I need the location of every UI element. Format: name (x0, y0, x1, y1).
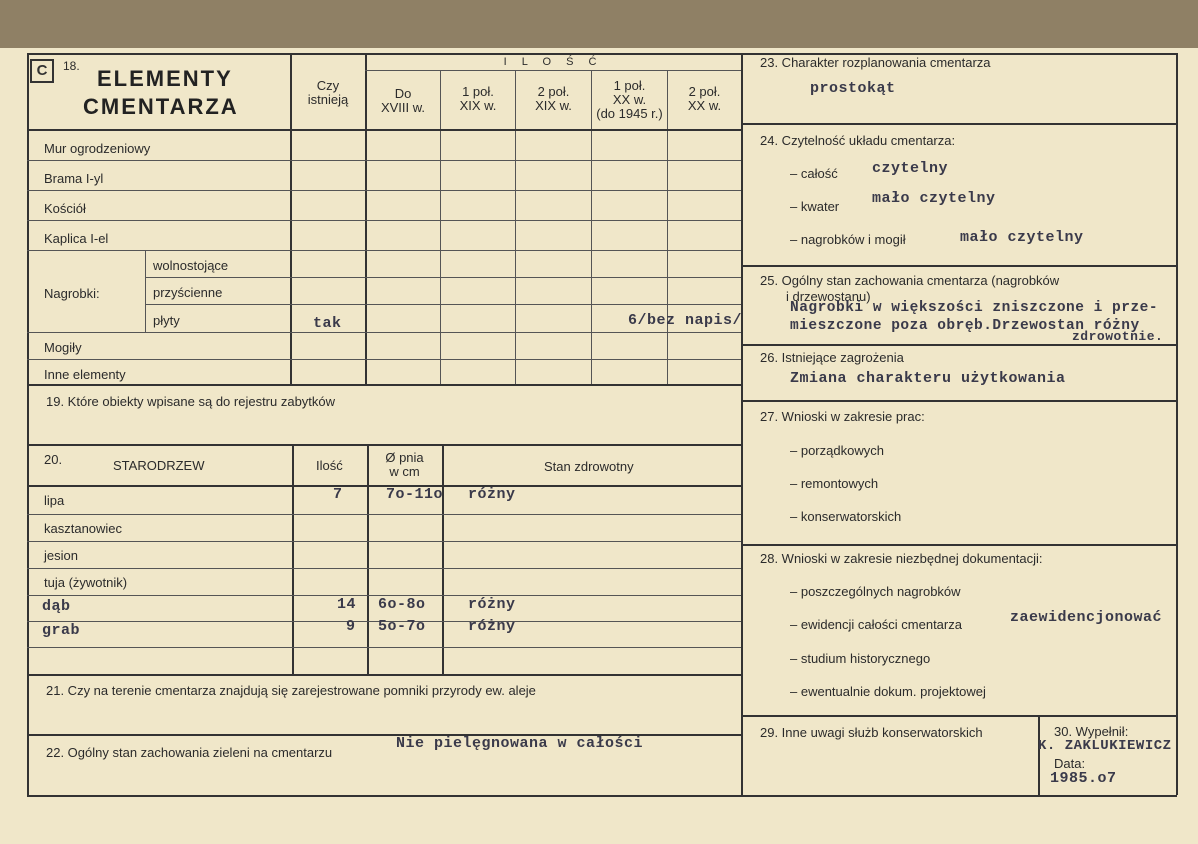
tree-name: dąb (42, 598, 71, 615)
s20-col-stan: Stan zdrowotny (544, 459, 634, 474)
col-header-exists-line2: istnieją (307, 92, 349, 107)
row-label-wolnostojace: wolnostojące (153, 258, 229, 273)
tree-name: tuja (żywotnik) (44, 575, 128, 590)
s18-row-line (27, 160, 741, 161)
s28-item: – ewentualnie dokum. projektowej (790, 684, 986, 699)
ilosc-header: I L O Ś Ć (503, 56, 603, 68)
row-label-mogily: Mogiły (44, 340, 82, 355)
col-header-1-xix (441, 85, 515, 113)
s24-bottom-line (741, 265, 1177, 267)
s24-item-typed: mało czytelny (960, 229, 1084, 246)
s18-row-line (145, 277, 741, 278)
col-header-1-xix-line1: 1 poł. (462, 84, 494, 99)
tree-trunk: 7o-11o (386, 486, 444, 503)
frame-left (27, 53, 29, 795)
tree-health: różny (468, 618, 516, 635)
s25-label-1: 25. Ogólny stan zachowania cmentarza (nagrobków (760, 273, 1060, 288)
s30-name: K. ZAKLUKIEWICZ (1038, 738, 1172, 754)
s18-title-2: CMENTARZA (83, 94, 239, 119)
s29-label: 29. Inne uwagi służb konserwatorskich (760, 725, 983, 740)
s19-bottom-line (27, 444, 741, 446)
record-card (0, 48, 1198, 844)
s24-label: 24. Czytelność układu cmentarza: (760, 133, 956, 148)
s20-row-line (27, 568, 741, 569)
col-header-xviii (366, 87, 440, 115)
s18-row-line (27, 190, 741, 191)
s27-item: – konserwatorskich (790, 509, 902, 524)
s27-item: – remontowych (790, 476, 879, 491)
s20-col-line (442, 444, 444, 674)
s24-item-typed: mało czytelny (872, 190, 996, 207)
s20-col-line (292, 444, 294, 674)
s30-date-label: Data: (1054, 756, 1086, 771)
s20-col-line (367, 444, 369, 674)
frame-bottom (27, 795, 1177, 797)
s23-label: 23. Charakter rozplanowania cmentarza (760, 55, 991, 70)
frame-right (1176, 53, 1178, 795)
s24-item-label: – kwater (790, 199, 840, 214)
row-label-kaplica: Kaplica I-el (44, 231, 109, 246)
s25-bottom-line (741, 344, 1177, 346)
tree-name: jesion (44, 548, 78, 563)
s18-header-line (27, 129, 741, 131)
s20-col-pien (368, 451, 441, 479)
s20-row-line (27, 541, 741, 542)
s29-s30-divider (1038, 715, 1040, 795)
s18-row-line (27, 359, 741, 360)
s22-typed: Nie pielęgnowana w całości (396, 735, 644, 752)
s21-label: 21. Czy na terenie cmentarza znajdują się zarejestrowane pomniki przyrody ew. aleje (46, 683, 536, 698)
tree-name: kasztanowiec (44, 521, 123, 536)
col-header-2-xix (516, 85, 591, 113)
typed-plyty-count: 6/bez napis/ (628, 312, 743, 329)
s18-col-line (515, 70, 516, 384)
frame-middle (741, 53, 743, 795)
s23-typed: prostokąt (810, 80, 896, 97)
s18-row-line (27, 332, 741, 333)
row-label-inne: Inne elementy (44, 367, 126, 382)
s28-item: – studium historycznego (790, 651, 931, 666)
s20-row-line (27, 647, 741, 648)
col-header-2-xx (668, 85, 741, 113)
s24-item-typed: czytelny (872, 160, 949, 177)
s24-item-label: – nagrobków i mogił (790, 232, 906, 247)
s25-label-2: i drzewostanu) (786, 289, 871, 304)
s20-row-line (27, 514, 741, 515)
s20-col-pien-line2: w cm (389, 464, 420, 479)
s28-label: 28. Wnioski w zakresie niezbędnej dokumentacji: (760, 551, 1043, 566)
s26-label: 26. Istniejące zagrożenia (760, 350, 904, 365)
s28-item: – ewidencji całości cmentarza (790, 617, 962, 632)
tree-count: 7 (333, 486, 343, 503)
s18-title-1: ELEMENTY (97, 66, 233, 91)
s27-label: 27. Wnioski w zakresie prac: (760, 409, 925, 424)
s28-item: – poszczególnych nagrobków (790, 584, 961, 599)
s18-col-line (440, 70, 441, 384)
col-header-exists-line1: Czy (316, 78, 340, 93)
tree-trunk: 6o-8o (378, 596, 426, 613)
s26-bottom-line (741, 400, 1177, 402)
tape-strip (0, 0, 1198, 48)
s20-col-pien-line1: Ø pnia (385, 450, 424, 465)
s28-bottom-line (741, 715, 1177, 717)
s18-bottom-line (27, 384, 741, 386)
col-header-1-xx (592, 79, 667, 121)
row-label-plyty: płyty (153, 313, 180, 328)
row-label-mur: Mur ogrodzeniowy (44, 141, 151, 156)
s22-label: 22. Ogólny stan zachowania zieleni na cmentarzu (46, 745, 333, 760)
row-label-przyscienne: przyścienne (153, 285, 223, 300)
s20-col-ilosc: Ilość (316, 458, 343, 473)
tree-name: lipa (44, 493, 65, 508)
s25-typed-3: zdrowotnie. (1072, 329, 1164, 344)
s25-typed-1: Nagrobki w większości zniszczone i prze- (790, 300, 1159, 316)
col-header-2-xix-line1: 2 poł. (537, 84, 570, 99)
ilosc-underline (365, 70, 741, 71)
tree-trunk: 5o-7o (378, 618, 426, 635)
s27-item: – porządkowych (790, 443, 884, 458)
row-label-kosciol: Kościół (44, 201, 86, 216)
tree-count: 9 (346, 618, 356, 635)
s24-item-label: – całość (790, 166, 838, 181)
row-label-brama: Brama I-yl (44, 171, 104, 186)
s25-typed-2: mieszczone poza obręb.Drzewostan różny (790, 318, 1140, 334)
col-header-exists (292, 79, 364, 107)
s19-label: 19. Które obiekty wpisane są do rejestru zabytków (46, 394, 336, 409)
col-header-1-xx-line1: 1 poł. (613, 78, 646, 93)
s18-row-line (145, 304, 741, 305)
tree-health: różny (468, 596, 516, 613)
s30-date: 1985.o7 (1050, 770, 1117, 787)
col-header-2-xix-line2: XIX w. (535, 98, 572, 113)
s27-bottom-line (741, 544, 1177, 546)
s18-row-line (27, 220, 741, 221)
s20-number: 20. (44, 452, 63, 467)
col-header-1-xx-line2: XX w. (612, 92, 647, 107)
nagrobki-divider (145, 250, 146, 332)
s23-bottom-line (741, 123, 1177, 125)
s20-bottom-line (27, 674, 741, 676)
section-letter-box: C (30, 59, 54, 83)
s28-typed: zaewidencjonować (1010, 609, 1163, 626)
s30-label: 30. Wypełnił: (1054, 724, 1129, 739)
col-header-2-xx-line1: 2 poł. (688, 84, 721, 99)
row-label-nagrobki: Nagrobki: (44, 286, 100, 301)
tree-name: grab (42, 622, 81, 639)
col-header-xviii-line2: XVIII w. (380, 100, 426, 115)
s18-row-line (27, 250, 741, 251)
col-header-1-xx-line3: (do 1945 r.) (596, 106, 663, 121)
s20-title: STARODRZEW (113, 458, 205, 473)
s20-header-line (27, 485, 741, 487)
col-header-1-xix-line2: XIX w. (459, 98, 497, 113)
s18-number: 18. (63, 59, 80, 73)
s26-typed: Zmiana charakteru użytkowania (790, 370, 1066, 387)
tree-count: 14 (337, 596, 357, 613)
typed-plyty-exists: tak (313, 315, 342, 332)
col-header-2-xx-line2: XX w. (687, 98, 722, 113)
tree-health: różny (468, 486, 516, 503)
s18-col-line (667, 70, 668, 384)
col-header-xviii-line1: Do (394, 86, 412, 101)
